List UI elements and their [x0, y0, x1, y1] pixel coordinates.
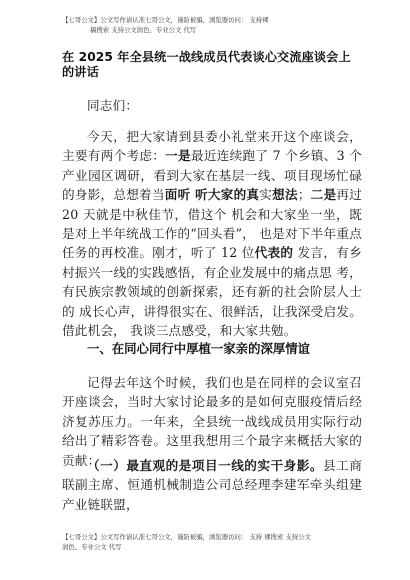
header-line-2: 稿搜索 支持公文润色、专业公文 代写: [90, 25, 197, 34]
header-line-1: 【七哥公文】公文写作请认准七哥公文，谨防被骗，浏览器访问： 支持裸: [62, 16, 269, 24]
point-one-label: 一是: [165, 148, 191, 164]
intro-text-2: 最近连续跑了 7 个乡镇、3 个产业园区调研，看到大家在基层一线、项目现场忙碌的身影，总想着当: [62, 148, 362, 203]
page-header-watermark: [62, 16, 362, 35]
intro-emphasis-1: 面听 听大家的真: [164, 187, 260, 203]
intro-text-3: 实: [259, 187, 273, 203]
paragraph-subsection-1: [62, 456, 362, 514]
paragraph-section-1: 记得去年这个时候，我们也是在同样的会议室召开座谈会，当时大家讨论最多的是如何克服疫情后经济复苏压力。一年来，全县统一战线成员用实际行动给出了精彩答卷。这里我想用三个最字来概括大家的贡献：: [62, 375, 362, 468]
intro-text-1: 今天，把大家请到县委小礼堂来开这个座谈会，主要有两个考虑：: [62, 129, 362, 164]
paragraph-intro: [62, 127, 362, 340]
intro-emphasis-2: 想法: [272, 187, 298, 203]
point-two-label: 二是: [310, 187, 337, 203]
document-title: 在 2025 年全县统一战线成员代表谈心交流座谈会上的讲话: [62, 50, 351, 79]
subsection-1-text: 县工商联副主席、恒通机械制造公司总经理李建军牵头组建产业链联盟，: [62, 458, 362, 512]
section-1-heading: 一、在同心同行中厚植一家亲的深厚情谊: [87, 341, 311, 356]
subsection-1-heading: （一）最直观的是项目一线的实干身影。: [87, 458, 323, 473]
salutation: 同志们：: [87, 98, 139, 113]
page-footer-watermark: [62, 533, 362, 552]
intro-text-6: 发言，有乡村振兴一线的实践感悟，有企业发展中的痛点思 考，有民族宗教领域的创新探索，还有新的社会阶层人士的 成长心声，讲得很实在、很鲜活，让我深受启发。借此机会， 我谈三点感受，和大家共勉。: [62, 245, 362, 339]
intro-text-5: 再过 20 天就是中秋佳节，借这个 机会和大家坐一坐，既是对上半年统战工作的“回头看”， 也是对下半年重点任务的再校准。刚才，听了 12 位: [62, 187, 362, 261]
footer-line-2: 润色、专业公文 代写: [62, 542, 122, 551]
footer-line-1: 【七哥公文】公文写作请认准七哥公文，谨防被骗，浏览器访问： 支持 裸搜索 支持公文: [62, 533, 311, 541]
intro-text-4: ；: [297, 187, 311, 203]
intro-emphasis-3: 代表的: [254, 245, 294, 261]
